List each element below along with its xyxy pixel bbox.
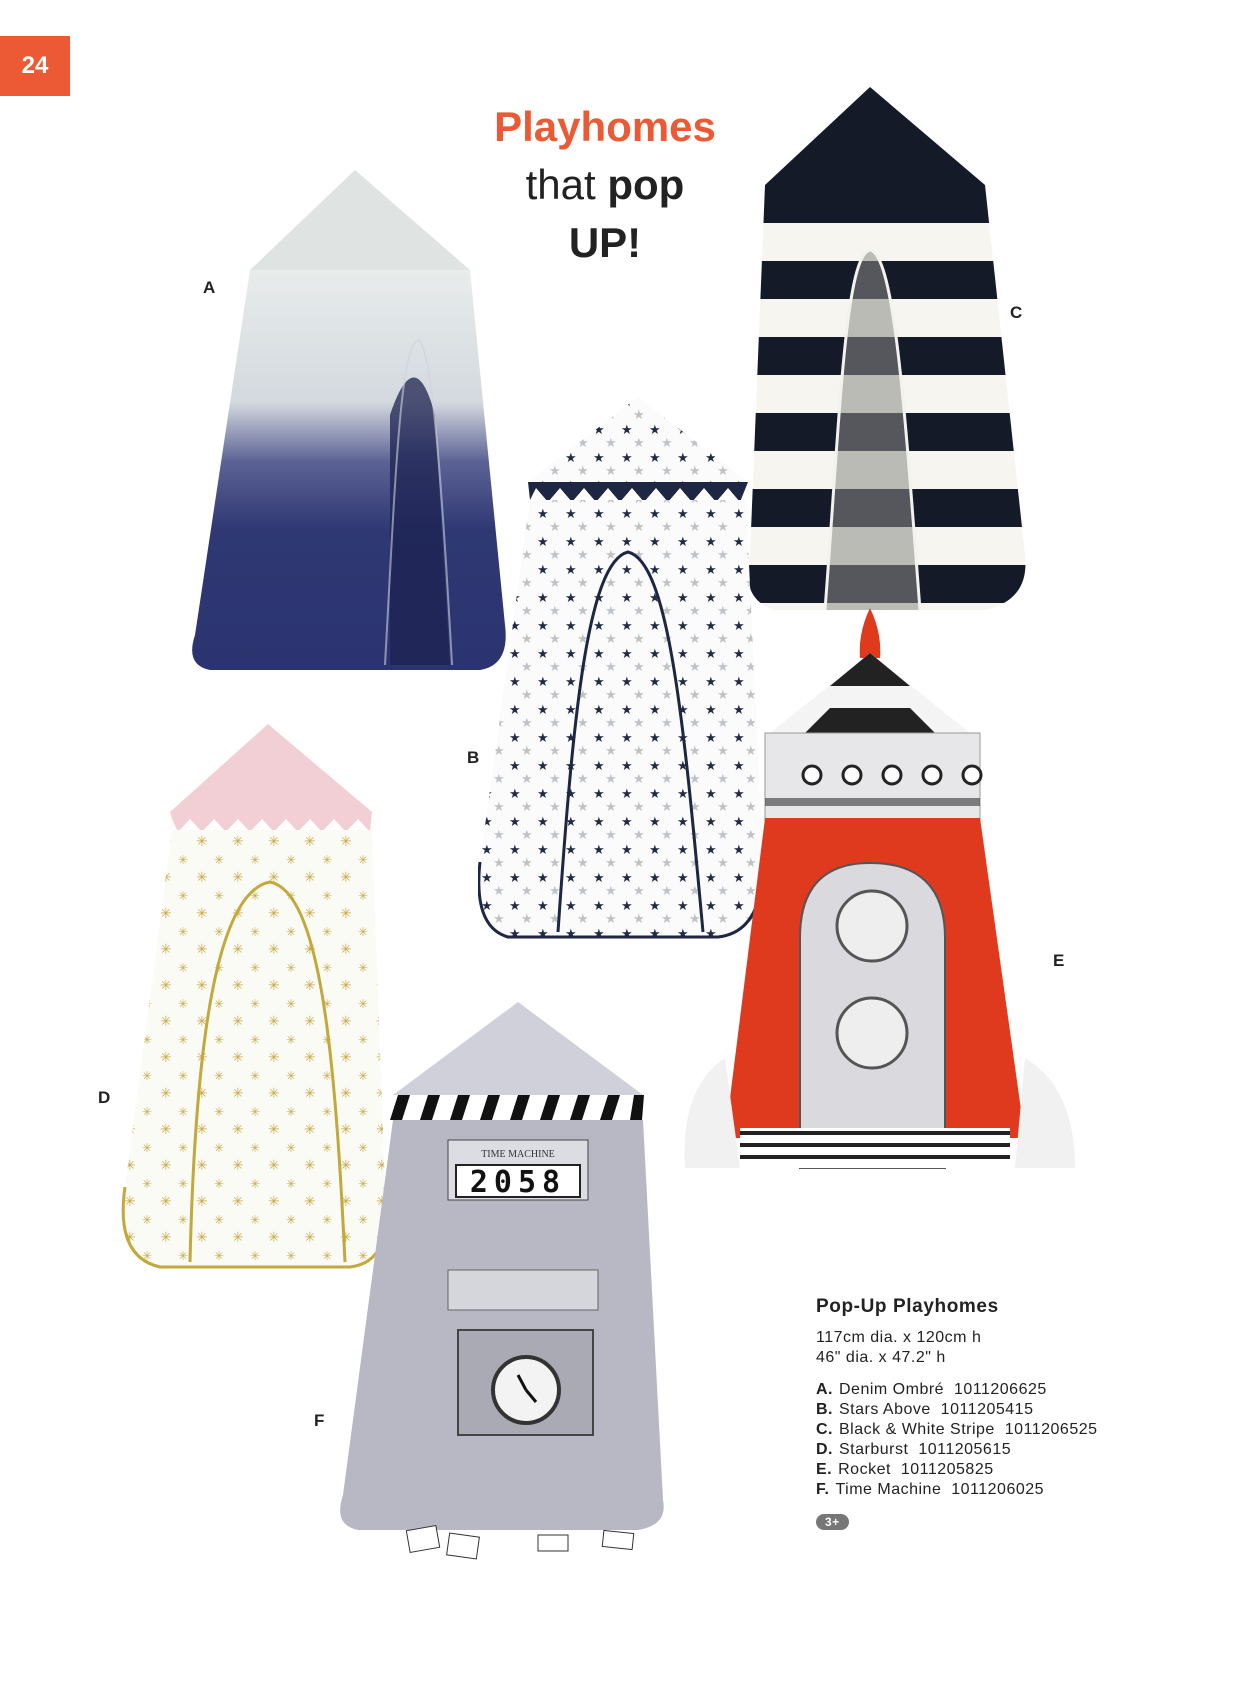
label-e: E: [1053, 951, 1065, 970]
product-dimensions: [816, 1328, 1236, 1368]
headline-pop: pop: [607, 161, 685, 208]
label-b: B: [467, 748, 480, 767]
headline-line3: UP!: [568, 219, 642, 266]
dims-metric: 117cm dia. x 120cm h: [816, 1329, 982, 1346]
product-list: [816, 1380, 1236, 1500]
label-c: C: [1010, 303, 1023, 322]
tent-e-rocket-image: [680, 608, 1080, 1183]
time-machine-year: 2058: [469, 1165, 567, 1200]
label-f: F: [314, 1411, 325, 1430]
tent-f-time-machine-image: [338, 1000, 708, 1565]
product-info: [816, 1296, 1236, 1531]
headline-that: that: [525, 161, 596, 208]
list-item: F. Time Machine 1011206025: [816, 1481, 1045, 1498]
dims-imperial: 46" dia. x 47.2" h: [816, 1349, 946, 1366]
age-badge: 3+: [816, 1514, 849, 1530]
list-item: B. Stars Above 1011205415: [816, 1401, 1034, 1418]
tent-c-stripe-image: [745, 85, 1035, 630]
product-title: Pop-Up Playhomes: [816, 1296, 999, 1317]
list-item: E. Rocket 1011205825: [816, 1461, 994, 1478]
list-item: D. Starburst 1011205615: [816, 1441, 1012, 1458]
headline-line1: Playhomes: [494, 103, 716, 150]
label-d: D: [98, 1088, 111, 1107]
label-a: A: [203, 278, 216, 297]
list-item: C. Black & White Stripe 1011206525: [816, 1421, 1098, 1438]
page-number: 24: [0, 36, 70, 96]
time-machine-sign: TIME MACHINE: [481, 1149, 555, 1160]
list-item: A. Denim Ombré 1011206625: [816, 1381, 1047, 1398]
